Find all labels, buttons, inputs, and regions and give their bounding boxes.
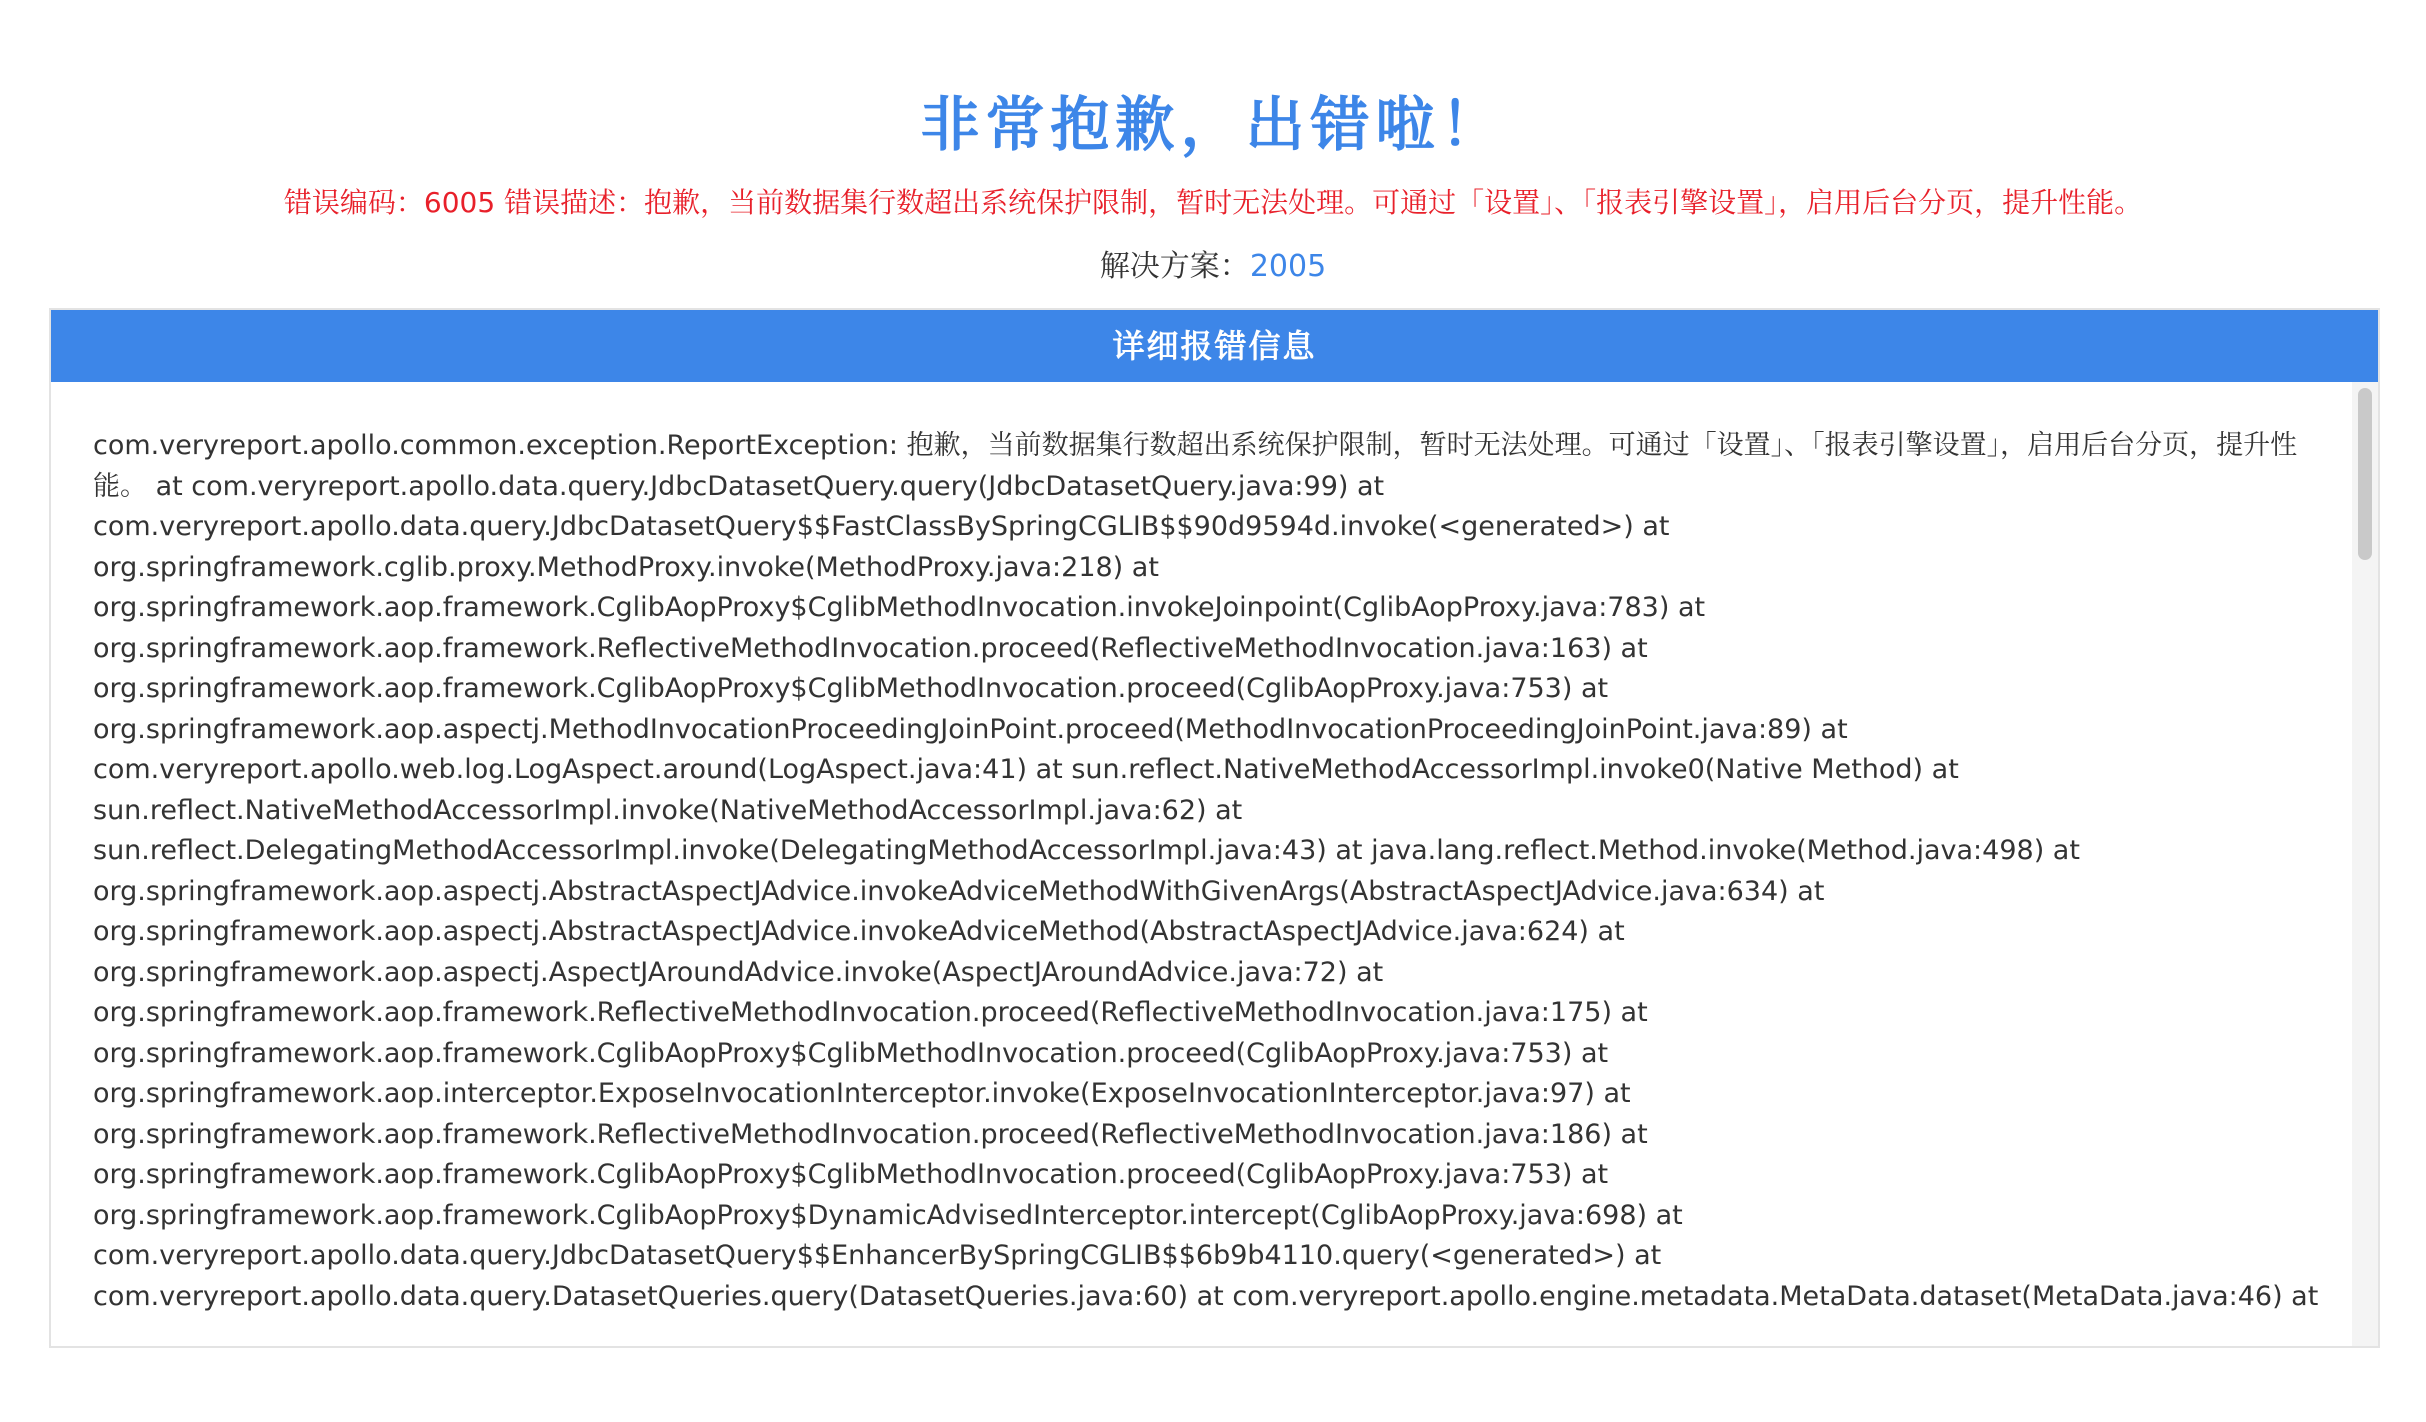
page-title: 非常抱歉，出错啦！ (920, 90, 1506, 159)
panel-header: 详细报错信息 (51, 310, 2378, 382)
error-message: 错误编码：6005 错误描述：抱歉，当前数据集行数超出系统保护限制，暂时无法处理。可通过「设置」、「报表引擎设置」，启用后台分页，提升性能。 (283, 186, 2143, 219)
scrollbar-thumb[interactable] (2358, 388, 2372, 560)
solution-line (0, 242, 2426, 292)
solution-label: 解决方案： (1099, 249, 1250, 284)
scrollbar[interactable] (2352, 382, 2378, 1346)
solution-code-link[interactable]: 2005 (1249, 249, 1327, 284)
stack-trace-area[interactable] (51, 382, 2378, 1346)
stack-trace-text: com.veryreport.apollo.common.exception.ReportException: 抱歉，当前数据集行数超出系统保护限制，暂时无法处理。可通过「设置」、「报表引擎设置」，启用后台分页，提升性能。 at com.veryreport.apollo.data.query.JdbcDatasetQuery.query(JdbcDatasetQuery.java:99) at com.veryreport.apollo.data.query.JdbcDatasetQuery$$FastClassBySpringCGLIB$$90d9594d.invoke(<generated>) at org.springframework.cglib.proxy.MethodProxy.invoke(MethodProxy.java:218) at org.springframework.aop.framework.CglibAopProxy$CglibMethodInvocation.invokeJoinpoint(CglibAopProxy.java:783) at org.springframework.aop.framework.ReflectiveMethodInvocation.proceed(ReflectiveMethodInvocation.java:163) at org.springframework.aop.framework.CglibAopProxy$CglibMethodInvocation.proceed(CglibAopProxy.java:753) at org.springframework.aop.aspectj.MethodInvocationProceedingJoinPoint.proceed(MethodInvocationProceedingJoinPoint.java:89) at com.veryreport.apollo.web.log.LogAspect.around(LogAspect.java:41) at sun.reflect.NativeMethodAccessorImpl.invoke0(Native Method) at sun.reflect.NativeMethodAccessorImpl.invoke(NativeMethodAccessorImpl.java:62) at sun.reflect.DelegatingMethodAccessorImpl.invoke(DelegatingMethodAccessorImpl.java:43) at java.lang.reflect.Method.invoke(Method.java:498) at org.springframework.aop.aspectj.AbstractAspectJAdvice.invokeAdviceMethodWithGivenArgs(AbstractAspectJAdvice.java:634) at org.springframework.aop.aspectj.AbstractAspectJAdvice.invokeAdviceMethod(AbstractAspectJAdvice.java:624) at org.springframework.aop.aspectj.AspectJAroundAdvice.invoke(AspectJAroundAdvice.java:72) at org.springframework.aop.framework.ReflectiveMethodInvocation.proceed(ReflectiveMethodInvocation.java:175) at org.springframework.aop.framework.CglibAopProxy$CglibMethodInvocation.proceed(CglibAopProxy.java:753) at org.springframework.aop.interceptor.ExposeInvocationInterceptor.invoke(ExposeInvocationInterceptor.java:97) at org.springframework.aop.framework.ReflectiveMethodInvocation.proceed(ReflectiveMethodInvocation.java:186) at org.springframework.aop.framework.CglibAopProxy$CglibMethodInvocation.proceed(CglibAopProxy.java:753) at org.springframework.aop.framework.CglibAopProxy$DynamicAdvisedInterceptor.intercept(CglibAopProxy.java:698) at com.veryreport.apollo.data.query.JdbcDatasetQuery$$EnhancerBySpringCGLIB$$6b9b4110.query(<generated>) at com.veryreport.apollo.data.query.DatasetQueries.query(DatasetQueries.java:60) at com.veryreport.apollo.engine.metadata.MetaData.dataset(MetaData.java:46) at (93, 430, 2319, 1312)
error-detail-panel (49, 308, 2380, 1348)
